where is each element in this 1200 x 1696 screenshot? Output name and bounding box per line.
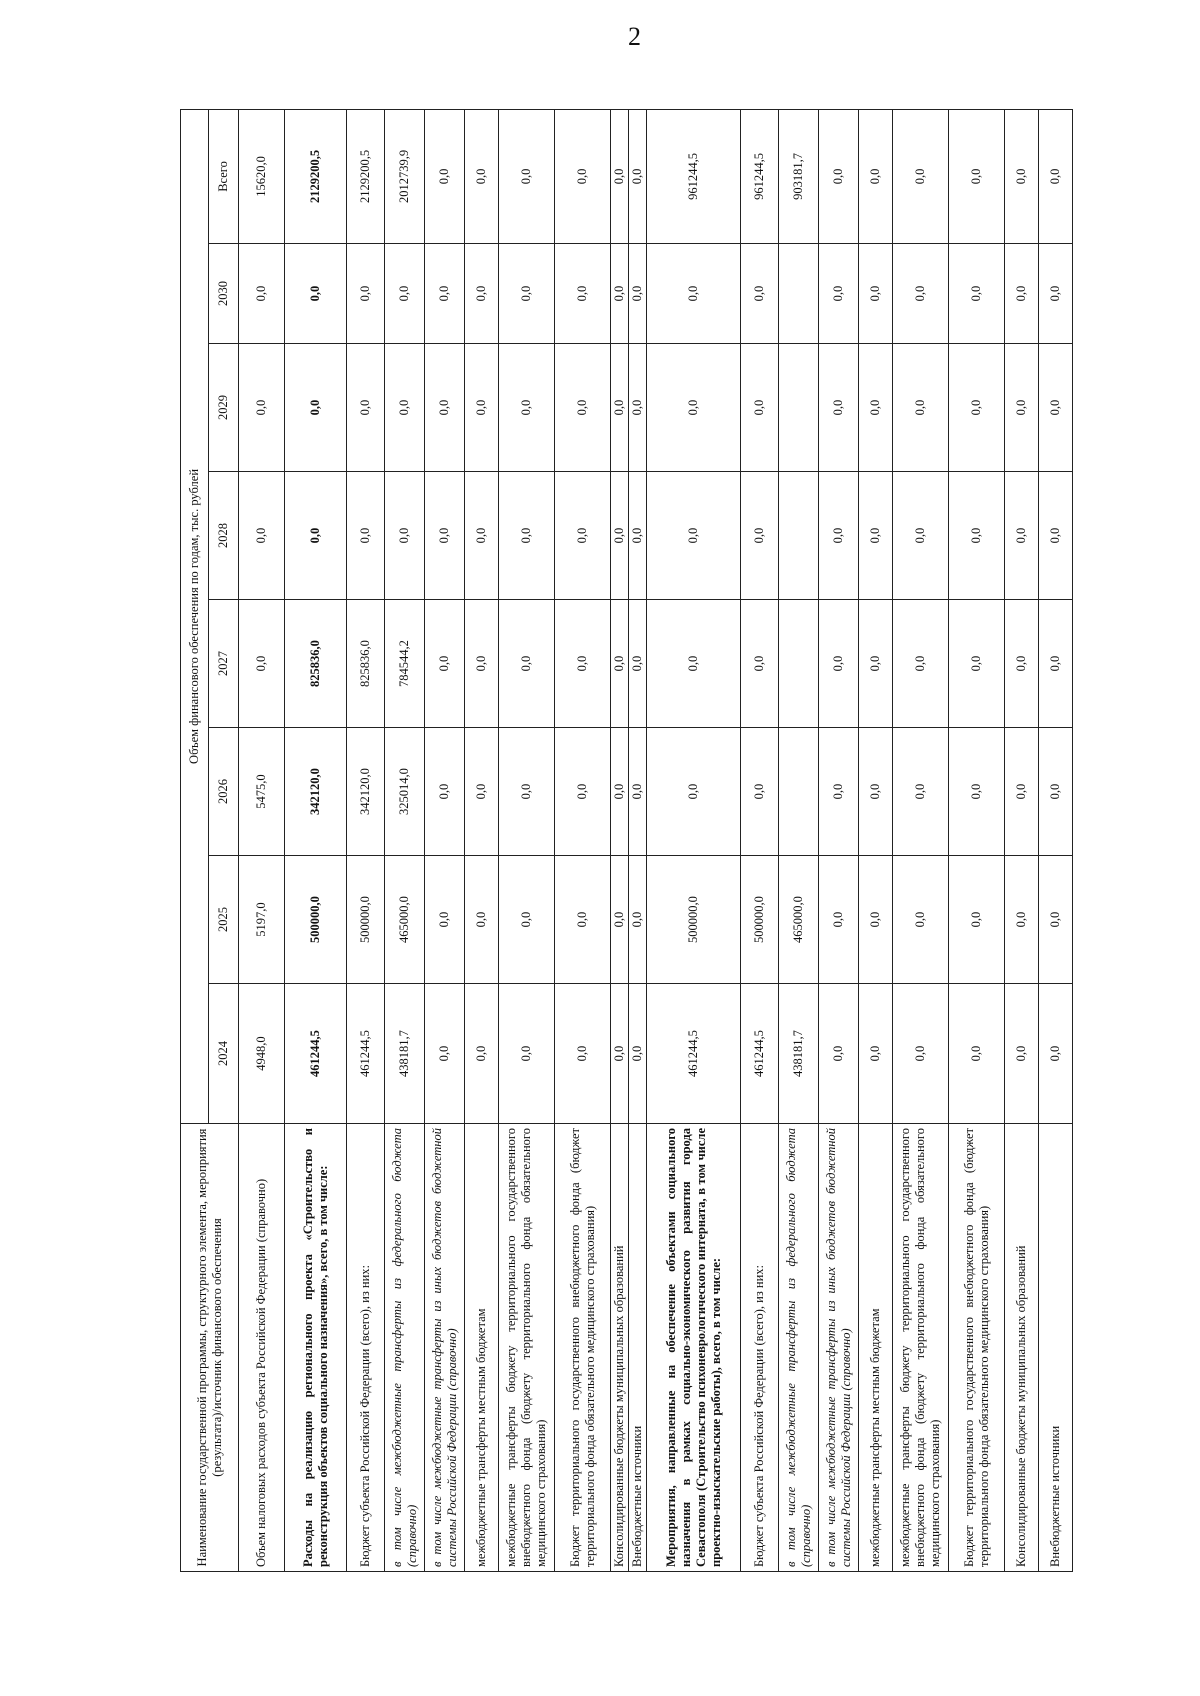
- row-value: 0,0: [949, 600, 1005, 728]
- row-total: 903181,7: [779, 109, 819, 243]
- header-year: 2026: [209, 728, 239, 856]
- table-row: [499, 109, 555, 1571]
- row-value: 0,0: [239, 344, 285, 472]
- row-value: 0,0: [499, 984, 555, 1124]
- row-name: межбюджетные трансферты бюджету территориального государственного внебюджетного фонда (бюджету территориального фонда обязательного медицинского страхования): [893, 1124, 949, 1572]
- row-name: Бюджет территориального государственного внебюджетного фонда (бюджет территориального фонда обязательного медицинского страхования): [949, 1124, 1005, 1572]
- row-value: 0,0: [499, 728, 555, 856]
- row-name: Расходы на реализацию регионального проекта «Строительство и реконструкция объектов социального назначения», всего, в том числе:: [285, 1124, 347, 1572]
- table-row: [779, 109, 819, 1571]
- row-value: 461244,5: [741, 984, 779, 1124]
- row-name: в том числе межбюджетные трансферты из федерального бюджета (справочно): [385, 1124, 425, 1572]
- table-row: [465, 109, 499, 1571]
- row-total: 2012739,9: [385, 109, 425, 243]
- row-value: 0,0: [425, 984, 465, 1124]
- row-value: 0,0: [239, 472, 285, 600]
- row-value: 0,0: [1005, 984, 1039, 1124]
- table-row: [859, 109, 893, 1571]
- row-value: 0,0: [347, 344, 385, 472]
- row-value: 0,0: [1039, 472, 1073, 600]
- row-value: [779, 728, 819, 856]
- row-value: 0,0: [239, 600, 285, 728]
- row-value: 0,0: [819, 472, 859, 600]
- row-value: 0,0: [555, 600, 611, 728]
- row-value: 0,0: [1005, 472, 1039, 600]
- header-volume-title: Объем финансового обеспечения по годам, тыс. рублей: [181, 109, 209, 1123]
- table-row: [611, 109, 629, 1571]
- row-value: 0,0: [647, 244, 741, 344]
- row-total: 0,0: [465, 109, 499, 243]
- row-total: 15620,0: [239, 109, 285, 243]
- row-total: 0,0: [893, 109, 949, 243]
- row-value: 0,0: [949, 856, 1005, 984]
- row-value: 0,0: [893, 472, 949, 600]
- table-row: [425, 109, 465, 1571]
- row-name: Консолидированные бюджеты муниципальных образований: [611, 1124, 629, 1572]
- row-name: Внебюджетные источники: [629, 1124, 647, 1572]
- table-row: [741, 109, 779, 1571]
- row-value: 0,0: [1005, 244, 1039, 344]
- row-value: 0,0: [741, 244, 779, 344]
- row-value: 0,0: [347, 244, 385, 344]
- table-row: [555, 109, 611, 1571]
- row-value: 0,0: [465, 244, 499, 344]
- header-year: 2027: [209, 600, 239, 728]
- row-value: 0,0: [611, 600, 629, 728]
- row-value: 438181,7: [779, 984, 819, 1124]
- table-row: [1005, 109, 1039, 1571]
- row-value: 0,0: [555, 984, 611, 1124]
- row-value: 0,0: [385, 344, 425, 472]
- row-name: Мероприятия, направленные на обеспечение объектами социального назначения в рамках социально-экономического развития города Севастополя (Строительство психоневрологического интерната, в том числе проектно-изыскательские работы), всего, в том числе:: [647, 1124, 741, 1572]
- row-total: 2129200,5: [285, 109, 347, 243]
- row-value: 0,0: [1039, 344, 1073, 472]
- row-value: 0,0: [629, 344, 647, 472]
- row-value: 0,0: [629, 728, 647, 856]
- row-value: 500000,0: [647, 856, 741, 984]
- row-name: Консолидированные бюджеты муниципальных образований: [1005, 1124, 1039, 1572]
- table-row: [385, 109, 425, 1571]
- row-value: 0,0: [425, 244, 465, 344]
- row-value: 0,0: [629, 984, 647, 1124]
- table-row: [819, 109, 859, 1571]
- row-total: 0,0: [819, 109, 859, 243]
- row-value: 0,0: [893, 984, 949, 1124]
- row-total: 961244,5: [647, 109, 741, 243]
- table-container: [180, 110, 1080, 1572]
- row-value: 0,0: [425, 472, 465, 600]
- row-value: 0,0: [741, 344, 779, 472]
- row-value: 0,0: [425, 600, 465, 728]
- row-total: 961244,5: [741, 109, 779, 243]
- row-total: 0,0: [425, 109, 465, 243]
- row-value: 0,0: [385, 244, 425, 344]
- row-value: 0,0: [893, 856, 949, 984]
- row-value: 0,0: [859, 984, 893, 1124]
- row-value: 0,0: [859, 856, 893, 984]
- row-value: [779, 244, 819, 344]
- row-value: 0,0: [647, 600, 741, 728]
- row-value: 0,0: [555, 472, 611, 600]
- row-value: 0,0: [499, 344, 555, 472]
- table-row: [239, 109, 285, 1571]
- row-value: 0,0: [465, 984, 499, 1124]
- row-value: 0,0: [555, 856, 611, 984]
- row-value: 438181,7: [385, 984, 425, 1124]
- row-name: межбюджетные трансферты местным бюджетам: [859, 1124, 893, 1572]
- row-value: 342120,0: [285, 728, 347, 856]
- table-row: [949, 109, 1005, 1571]
- row-value: 0,0: [859, 344, 893, 472]
- header-year: 2028: [209, 472, 239, 600]
- row-value: 0,0: [859, 600, 893, 728]
- row-value: 0,0: [347, 472, 385, 600]
- row-total: 0,0: [859, 109, 893, 243]
- row-value: 0,0: [555, 244, 611, 344]
- row-value: 784544,2: [385, 600, 425, 728]
- row-value: 0,0: [647, 472, 741, 600]
- row-total: 0,0: [555, 109, 611, 243]
- row-total: 0,0: [611, 109, 629, 243]
- row-value: 0,0: [629, 600, 647, 728]
- row-value: 0,0: [239, 244, 285, 344]
- row-value: 0,0: [1039, 244, 1073, 344]
- header-year: 2029: [209, 344, 239, 472]
- row-value: 0,0: [859, 244, 893, 344]
- row-total: 0,0: [949, 109, 1005, 243]
- row-value: 0,0: [611, 984, 629, 1124]
- row-value: [779, 472, 819, 600]
- row-value: 0,0: [859, 728, 893, 856]
- table-row: [893, 109, 949, 1571]
- row-value: 0,0: [425, 344, 465, 472]
- row-value: 0,0: [629, 472, 647, 600]
- row-total: 0,0: [499, 109, 555, 243]
- row-value: 0,0: [285, 344, 347, 472]
- financing-table: [180, 109, 1073, 1572]
- page-number: 2: [628, 22, 641, 51]
- row-value: 0,0: [1005, 728, 1039, 856]
- table-row: [647, 109, 741, 1571]
- row-name: в том числе межбюджетные трансферты из иных бюджетов бюджетной системы Российской Федерации (справочно): [425, 1124, 465, 1572]
- row-value: 0,0: [1005, 856, 1039, 984]
- row-value: 0,0: [819, 244, 859, 344]
- row-value: 0,0: [285, 244, 347, 344]
- row-value: 0,0: [647, 728, 741, 856]
- row-name: Внебюджетные источники: [1039, 1124, 1073, 1572]
- row-value: 0,0: [425, 856, 465, 984]
- row-value: 0,0: [611, 244, 629, 344]
- row-value: 0,0: [499, 472, 555, 600]
- row-value: 0,0: [285, 472, 347, 600]
- row-value: 0,0: [893, 728, 949, 856]
- table-row: [1039, 109, 1073, 1571]
- row-value: 0,0: [819, 984, 859, 1124]
- row-value: 0,0: [1039, 728, 1073, 856]
- row-value: 0,0: [819, 600, 859, 728]
- row-value: 0,0: [893, 600, 949, 728]
- row-value: 5197,0: [239, 856, 285, 984]
- row-value: [779, 344, 819, 472]
- row-total: 0,0: [629, 109, 647, 243]
- row-value: 0,0: [611, 856, 629, 984]
- row-value: 0,0: [949, 344, 1005, 472]
- row-value: 0,0: [859, 472, 893, 600]
- row-value: 0,0: [611, 728, 629, 856]
- row-value: 0,0: [1005, 344, 1039, 472]
- row-value: 461244,5: [647, 984, 741, 1124]
- row-value: 0,0: [465, 472, 499, 600]
- row-value: 5475,0: [239, 728, 285, 856]
- row-value: 0,0: [741, 728, 779, 856]
- row-value: 0,0: [819, 344, 859, 472]
- row-value: 0,0: [893, 244, 949, 344]
- row-value: 500000,0: [741, 856, 779, 984]
- row-value: 500000,0: [347, 856, 385, 984]
- row-value: 461244,5: [285, 984, 347, 1124]
- row-value: 342120,0: [347, 728, 385, 856]
- table-row: [347, 109, 385, 1571]
- row-value: 825836,0: [347, 600, 385, 728]
- row-value: 0,0: [499, 244, 555, 344]
- row-value: 0,0: [741, 472, 779, 600]
- row-value: 0,0: [629, 856, 647, 984]
- row-value: 325014,0: [385, 728, 425, 856]
- row-value: 0,0: [465, 344, 499, 472]
- row-value: 825836,0: [285, 600, 347, 728]
- table-row: [629, 109, 647, 1571]
- row-name: Бюджет субъекта Российской Федерации (всего), из них:: [741, 1124, 779, 1572]
- row-value: 0,0: [611, 344, 629, 472]
- row-total: 2129200,5: [347, 109, 385, 243]
- row-value: [779, 600, 819, 728]
- header-year: 2024: [209, 984, 239, 1124]
- table-row: [285, 109, 347, 1571]
- row-name: в том числе межбюджетные трансферты из иных бюджетов бюджетной системы Российской Федерации (справочно): [819, 1124, 859, 1572]
- row-value: 0,0: [629, 244, 647, 344]
- header-year: 2030: [209, 244, 239, 344]
- row-value: 0,0: [949, 728, 1005, 856]
- row-value: 0,0: [647, 344, 741, 472]
- row-name: в том числе межбюджетные трансферты из федерального бюджета (справочно): [779, 1124, 819, 1572]
- row-value: 0,0: [465, 856, 499, 984]
- row-value: 0,0: [949, 984, 1005, 1124]
- row-value: 0,0: [499, 856, 555, 984]
- header-year: 2025: [209, 856, 239, 984]
- row-value: 0,0: [893, 344, 949, 472]
- row-value: 461244,5: [347, 984, 385, 1124]
- row-value: 0,0: [425, 728, 465, 856]
- row-name: Бюджет территориального государственного внебюджетного фонда (бюджет территориального фонда обязательного медицинского страхования): [555, 1124, 611, 1572]
- row-value: 0,0: [611, 472, 629, 600]
- row-value: 0,0: [555, 344, 611, 472]
- row-value: 0,0: [1039, 984, 1073, 1124]
- row-value: 0,0: [465, 600, 499, 728]
- row-value: 465000,0: [779, 856, 819, 984]
- row-value: 0,0: [1005, 600, 1039, 728]
- row-name: Объем налоговых расходов субъекта Российской Федерации (справочно): [239, 1124, 285, 1572]
- row-value: 0,0: [499, 600, 555, 728]
- header-total: Всего: [209, 109, 239, 243]
- row-value: 0,0: [555, 728, 611, 856]
- row-name: Бюджет субъекта Российской Федерации (всего), из них:: [347, 1124, 385, 1572]
- row-name: межбюджетные трансферты бюджету территориального государственного внебюджетного фонда (бюджету территориального фонда обязательного медицинского страхования): [499, 1124, 555, 1572]
- row-value: 0,0: [1039, 600, 1073, 728]
- row-value: 0,0: [949, 472, 1005, 600]
- row-value: 465000,0: [385, 856, 425, 984]
- row-total: 0,0: [1005, 109, 1039, 243]
- row-total: 0,0: [1039, 109, 1073, 243]
- row-value: 0,0: [465, 728, 499, 856]
- row-value: 0,0: [385, 472, 425, 600]
- row-value: 500000,0: [285, 856, 347, 984]
- header-name-column: Наименование государственной программы, структурного элемента, мероприятия (результата)/источник финансового обеспечения: [181, 1124, 239, 1572]
- row-value: 0,0: [949, 244, 1005, 344]
- row-value: 0,0: [819, 728, 859, 856]
- row-value: 0,0: [819, 856, 859, 984]
- row-value: 0,0: [741, 600, 779, 728]
- row-value: 0,0: [1039, 856, 1073, 984]
- row-name: межбюджетные трансферты местным бюджетам: [465, 1124, 499, 1572]
- row-value: 4948,0: [239, 984, 285, 1124]
